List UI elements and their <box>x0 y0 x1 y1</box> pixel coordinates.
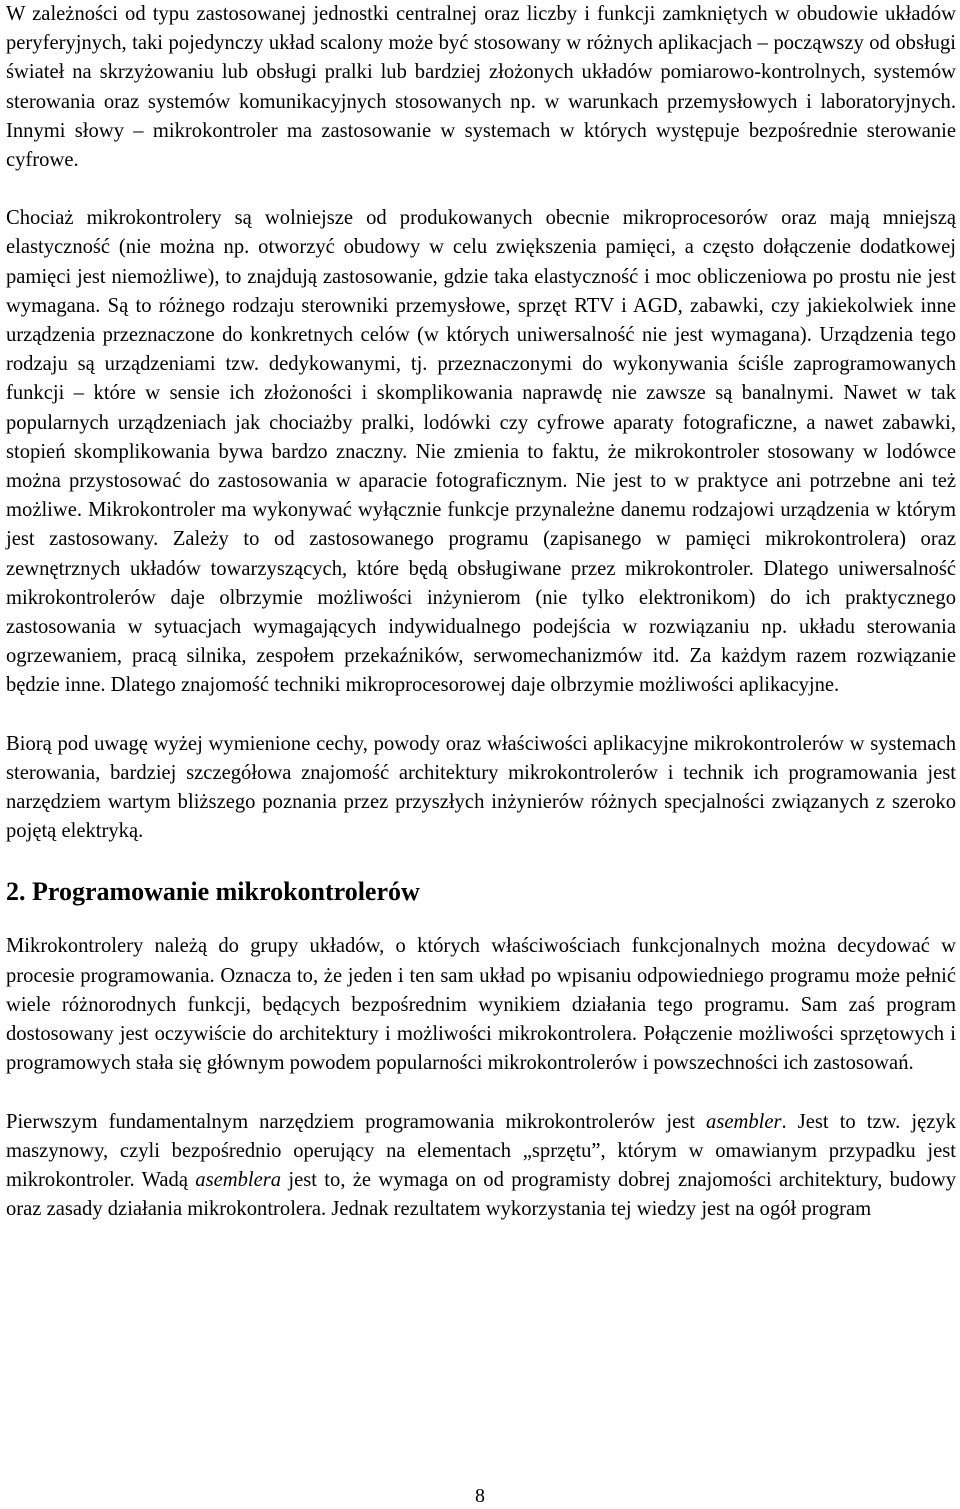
section-title: Programowanie mikrokontrolerów <box>32 877 420 907</box>
paragraph-assembler <box>6 1108 956 1225</box>
paragraph-spacer <box>6 846 956 875</box>
assembler-term: asembler <box>706 1110 782 1133</box>
assembler-text-middle: . Jest to tzw. język maszynowy, czyli bezpośrednio operujący na elementach „sprzętu”, którym w omawianym przypadku jest mikrokontroler. Wadą <box>6 1110 956 1191</box>
paragraph-spacer <box>6 701 956 730</box>
paragraph-spacer <box>6 1079 956 1108</box>
paragraph-spacer <box>6 175 956 204</box>
paragraph-microcontroller-comparison: Chociaż mikrokontrolery są wolniejsze od produkowanych obecnie mikroprocesorów oraz mają mniejszą elastyczność (nie można np. otworzyć obudowy w celu zwiększenia pamięci, a często dołączenie dodatkowej pamięci jest niemożliwe), to znajdują zastosowanie, gdzie taka elastyczność i moc obliczeniowa po prostu nie jest wymagana. Są to różnego rodzaju sterowniki przemysłowe, sprzęt RTV i AGD, zabawki, czy jakiekolwiek inne urządzenia przeznaczone do konkretnych celów (w których uniwersalność nie jest wymagana). Urządzenia tego rodzaju są urządzeniami tzw. dedykowanymi, tj. przeznaczonymi do wykonywania ściśle zaprogramowanych funkcji – które w sensie ich złożoności i skomplikowania naprawdę nie zawsze są banalnymi. Nawet w tak popularnych urządzeniach jak chociażby pralki, lodówki czy cyfrowe aparaty fotograficzne, a nawet zabawki, stopień skomplikowania bywa bardzo znaczny. Nie zmienia to faktu, że mikrokontroler stosowany w lodówce można przystosować do zastosowania w aparacie fotograficznym. Nie jest to w praktyce ani potrzebne ani też możliwe. Mikrokontroler ma wykonywać wyłącznie funkcje przynależne danemu rodzajowi urządzenia w którym jest zastosowany. Zależy to od zastosowanego programu (zapisanego w pamięci mikrokontrolera) oraz zewnętrznych układów towarzyszących, które będą obsługiwane przez mikrokontroler. Dlatego uniwersalność mikrokontrolerów daje olbrzymie możliwości inżynierom (nie tylko elektronikom) do ich praktycznego zastosowania w sytuacjach wymagających indywidualnego podejścia w rozwiązaniu np. układu sterowania ogrzewaniem, pracą silnika, zespołem przekaźników, serwomechanizmów itd. Za każdym razem rozwiązanie będzie inne. Dlatego znajomość techniki mikroprocesorowej daje olbrzymie możliwości aplikacyjne. <box>6 207 956 697</box>
paragraph-applications: W zależności od typu zastosowanej jednostki centralnej oraz liczby i funkcji zamkniętych w obudowie układów peryferyjnych, taki pojedynczy układ scalony może być stosowany w różnych aplikacjach – począwszy od obsługi świateł na skrzyżowaniu lub obsługi pralki lub bardziej złożonych układów pomiarowo-kontrolnych, systemów sterowania oraz systemów komunikacyjnych stosowanych np. w warunkach przemysłowych i laboratoryjnych. Innymi słowy – mikrokontroler ma zastosowanie w systemach w których występuje bezpośrednie sterowanie cyfrowe. <box>6 3 956 172</box>
heading-spacer <box>6 909 956 932</box>
paragraph-programming-intro: Mikrokontrolery należą do grupy układów, o których właściwościach funkcjonalnych można decydować w procesie programowania. Oznacza to, że jeden i ten sam układ po wpisaniu odpowiedniego programu może pełnić wiele różnorodnych funkcji, będących bezpośrednim wynikiem działania tego programu. Sam zaś program dostosowany jest oczywiście do architektury i możliwości mikrokontrolera. Połączenie możliwości sprzętowych i programowych stała się głównym powodem popularności mikrokontrolerów i powszechności ich zastosowań. <box>6 935 956 1075</box>
section-number: 2. <box>6 877 26 907</box>
assembler-text-end: jest to, że wymaga on od programisty dobrej znajomości architektury, budowy oraz zasady działania mikrokontrolera. Jednak rezultatem wykorzystania tej wiedzy jest na ogół program <box>6 1168 956 1221</box>
paragraph-summary: Biorą pod uwagę wyżej wymienione cechy, powody oraz właściwości aplikacyjne mikrokontrolerów w systemach sterowania, bardziej szczegółowa znajomość architektury mikrokontrolerów i technik ich programowania jest narzędziem wartym bliższego poznania przez przyszłych inżynierów różnych specjalności związanych z szeroko pojętą elektryką. <box>6 732 956 843</box>
page-number: 8 <box>475 1485 485 1507</box>
assembler-text-start: Pierwszym fundamentalnym narzędziem programowania mikrokontrolerów jest <box>6 1110 707 1133</box>
section-heading <box>6 875 956 909</box>
document-page <box>6 0 956 1224</box>
assembler-term-genitive: asemblera <box>195 1168 282 1191</box>
